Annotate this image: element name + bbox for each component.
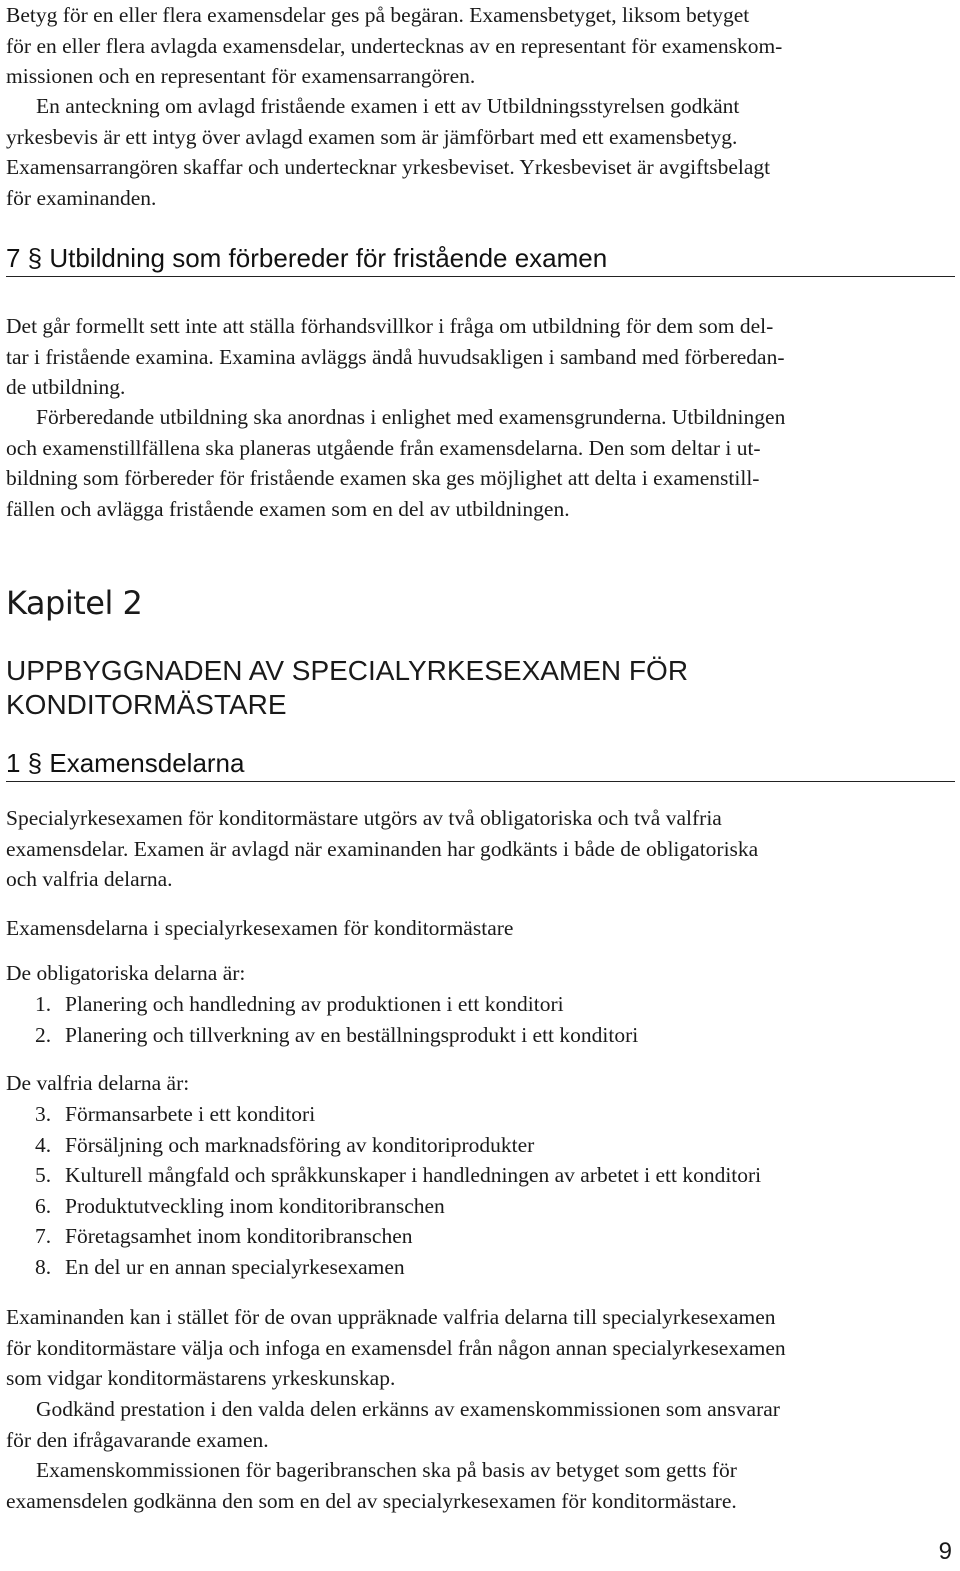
list-text: Förmansarbete i ett konditori xyxy=(65,1102,316,1126)
list-number: 7. xyxy=(35,1224,52,1249)
list-item xyxy=(6,989,955,1020)
list-text: Produktutveckling inom konditoribranschen xyxy=(65,1193,445,1218)
text-line: bildning som förbereder för fristående examen ska ges möjlighet att delta i examenstill- xyxy=(6,466,760,491)
text-line: Examinanden kan i stället för de ovan uppräknade valfria delarna till specialyrkesexamen xyxy=(6,1305,776,1329)
label-text: De valfria delarna är: xyxy=(6,1071,190,1095)
mandatory-parts-list xyxy=(6,989,955,1050)
label-text: De obligatoriska delarna är: xyxy=(6,961,246,985)
text-line: Examenskommissionen för bageribranschen ska på basis av betyget som getts för xyxy=(36,1458,737,1482)
list-text: Kulturell mångfald och språkkunskaper i handledningen av arbetet i ett konditori xyxy=(65,1163,762,1188)
list-item xyxy=(6,1099,955,1130)
list-number: 5. xyxy=(35,1163,52,1188)
chapter-title-line: KONDITORMÄSTARE xyxy=(6,689,287,720)
section1-paragraph-1 xyxy=(6,803,955,895)
list-text: Planering och tillverkning av en beställningsprodukt i ett konditori xyxy=(65,1022,639,1047)
text-line: Specialyrkesexamen för konditormästare utgörs av två obligatoriska och två valfria xyxy=(6,806,722,830)
list-item xyxy=(6,1191,955,1222)
text-line: och valfria delarna. xyxy=(6,867,173,892)
text-line: yrkesbevis är ett intyg över avlagd examen som är jämförbart med ett examensbetyg. xyxy=(6,124,738,149)
text-line: tar i fristående examina. Examina avläggs ändå huvudsakligen i samband med förberedan- xyxy=(6,344,785,369)
text-line: de utbildning. xyxy=(6,375,126,400)
list-number: 3. xyxy=(35,1102,52,1126)
list-number: 8. xyxy=(35,1254,52,1279)
text-line: för den ifrågavarande examen. xyxy=(6,1427,269,1452)
list-number: 4. xyxy=(35,1132,52,1157)
text-line: fällen och avlägga fristående examen som en del av utbildningen. xyxy=(6,496,570,521)
chapter-title xyxy=(6,654,906,722)
text-line: examensdelar. Examen är avlagd när examinanden har godkänts i både de obligatoriska xyxy=(6,836,759,861)
text-line: Förberedande utbildning ska anordnas i enlighet med examensgrunderna. Utbildningen xyxy=(36,405,786,429)
section7-paragraph-1 xyxy=(6,311,955,403)
text-line: som vidgar konditormästarens yrkeskunskap. xyxy=(6,1366,396,1391)
optional-label xyxy=(6,1068,955,1099)
list-item xyxy=(6,1221,955,1252)
mandatory-label xyxy=(6,958,955,989)
list-item xyxy=(6,1020,955,1051)
text-line: examensdelen godkänna den som en del av specialyrkesexamen för konditormästare. xyxy=(6,1488,737,1513)
list-number: 1. xyxy=(35,992,52,1016)
list-text: Planering och handledning av produktionen i ett konditori xyxy=(65,992,564,1016)
text-line: Godkänd prestation i den valda delen erkänns av examenskommissionen som ansvarar xyxy=(36,1397,780,1421)
text-line: En anteckning om avlagd fristående examen i ett av Utbildningsstyrelsen godkänt xyxy=(36,94,740,118)
list-number: 2. xyxy=(35,1022,52,1047)
section7-paragraph-2 xyxy=(6,402,955,524)
text-line: för konditormästare välja och infoga en examensdel från någon annan specialyrkesexamen xyxy=(6,1335,786,1360)
text-line: Det går formellt sett inte att ställa förhandsvillkor i fråga om utbildning för dem som del- xyxy=(6,314,774,338)
caption-text: Examensdelarna i specialyrkesexamen för konditormästare xyxy=(6,916,514,940)
table-caption xyxy=(6,913,955,944)
text-line: missionen och en representant för examensarrangören. xyxy=(6,64,476,89)
text-line: och examenstillfällena ska planeras utgående från examensdelarna. Den som deltar i ut- xyxy=(6,435,761,460)
intro-paragraph-grades xyxy=(6,0,955,92)
section-heading-7: 7 § Utbildning som förbereder för fristående examen xyxy=(6,242,955,277)
text-line: för en eller flera avlagda examensdelar, undertecknas av en representant för examenskom- xyxy=(6,33,783,58)
list-item xyxy=(6,1252,955,1283)
section-heading-1: 1 § Examensdelarna xyxy=(6,747,955,782)
chapter-label: Kapitel 2 xyxy=(6,584,143,622)
text-line: för examinanden. xyxy=(6,185,157,210)
text-line: Betyg för en eller flera examensdelar ges på begäran. Examensbetyget, liksom betyget xyxy=(6,3,750,27)
optional-parts-list xyxy=(6,1099,955,1283)
list-item xyxy=(6,1130,955,1161)
intro-paragraph-certificate xyxy=(6,91,955,213)
list-text: Företagsamhet inom konditoribranschen xyxy=(65,1224,413,1249)
list-text: En del ur en annan specialyrkesexamen xyxy=(65,1254,405,1279)
list-item xyxy=(6,1160,955,1191)
text-line: Examensarrangören skaffar och undertecknar yrkesbeviset. Yrkesbeviset är avgiftsbelagt xyxy=(6,155,771,180)
list-text: Försäljning och marknadsföring av konditoriprodukter xyxy=(65,1132,535,1157)
section1-paragraph-3 xyxy=(6,1394,955,1455)
page-number: 9 xyxy=(938,1538,952,1565)
section1-paragraph-4 xyxy=(6,1455,955,1516)
list-number: 6. xyxy=(35,1193,52,1218)
chapter-title-line: UPPBYGGNADEN AV SPECIALYRKESEXAMEN FÖR xyxy=(6,655,689,686)
section1-paragraph-2 xyxy=(6,1302,955,1394)
